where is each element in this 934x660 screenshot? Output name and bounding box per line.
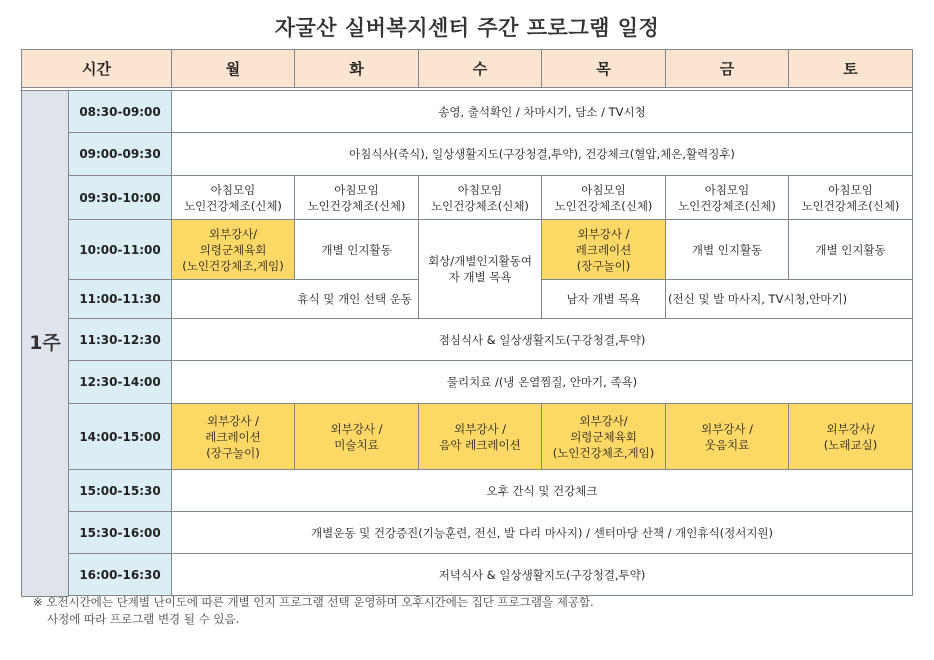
header-time: 시간 <box>22 50 172 88</box>
time-cell: 11:30-12:30 <box>69 319 172 361</box>
table-row <box>22 220 913 280</box>
activity-cell: 외부강사 / 음악 레크레이션 <box>419 404 542 470</box>
table-row <box>22 133 913 176</box>
table-row <box>22 319 913 361</box>
activity-cell: 남자 개별 목욕 <box>542 280 666 319</box>
header-day-tue: 화 <box>295 50 419 88</box>
activity-cell: 오후 간식 및 건강체크 <box>172 470 913 512</box>
time-cell: 15:00-15:30 <box>69 470 172 512</box>
activity-cell: 점심식사 & 일상생활지도(구강청결,투약) <box>172 319 913 361</box>
header-row <box>22 50 913 88</box>
activity-cell: 아침모임 노인건강체조(신체) <box>419 176 542 220</box>
activity-cell: 외부강사/ 의령군체육회 (노인건강체조,게임) <box>542 404 666 470</box>
activity-cell: 외부강사 / 레크레이션 (장구놀이) <box>542 220 666 280</box>
activity-cell: 아침모임 노인건강체조(신체) <box>542 176 666 220</box>
activity-cell: 아침모임 노인건강체조(신체) <box>172 176 295 220</box>
activity-cell: 아침모임 노인건강체조(신체) <box>789 176 913 220</box>
activity-cell: 아침식사(죽식), 일상생활지도(구강청결,투약), 건강체크(혈압,체온,활력징후) <box>172 133 913 176</box>
activity-cell: 개별 인지활동 <box>666 220 789 280</box>
time-cell: 09:30-10:00 <box>69 176 172 220</box>
week-label: 1주 <box>22 91 69 597</box>
table-row <box>22 404 913 470</box>
header-day-wed: 수 <box>419 50 542 88</box>
activity-cell: 외부강사 / 웃음치료 <box>666 404 789 470</box>
time-cell: 09:00-09:30 <box>69 133 172 176</box>
weekly-schedule-table <box>21 49 913 597</box>
activity-cell: 송영, 출석확인 / 차마시기, 담소 / TV시청 <box>172 91 913 133</box>
activity-cell: (전신 및 발 마사지, TV시청,안마기) <box>666 280 913 319</box>
table-row <box>22 554 913 596</box>
header-day-fri: 금 <box>666 50 789 88</box>
activity-cell: 개별 인지활동 <box>789 220 913 280</box>
time-cell: 14:00-15:00 <box>69 404 172 470</box>
activity-cell: 휴식 및 개인 선택 운동 <box>172 280 419 319</box>
header-day-sat: 토 <box>789 50 913 88</box>
time-cell: 08:30-09:00 <box>69 91 172 133</box>
table-row <box>22 91 913 133</box>
activity-cell: 외부강사 / 미술치료 <box>295 404 419 470</box>
activity-cell: 아침모임 노인건강체조(신체) <box>295 176 419 220</box>
time-cell: 10:00-11:00 <box>69 220 172 280</box>
activity-cell: 저녁식사 & 일상생활지도(구강청결,투약) <box>172 554 913 596</box>
table-row <box>22 512 913 554</box>
time-cell: 11:00-11:30 <box>69 280 172 319</box>
activity-cell: 물리치료 /(냉 온열찜질, 안마기, 족욕) <box>172 361 913 404</box>
activity-cell: 외부강사 / 레크레이션 (장구놀이) <box>172 404 295 470</box>
table-row <box>22 176 913 220</box>
time-cell: 12:30-14:00 <box>69 361 172 404</box>
footnote <box>33 594 594 628</box>
header-day-thu: 목 <box>542 50 666 88</box>
activity-cell: 외부강사/ 의령군체육회 (노인건강체조,게임) <box>172 220 295 280</box>
time-cell: 16:00-16:30 <box>69 554 172 596</box>
table-row <box>22 361 913 404</box>
footnote-line-1: ※ 오전시간에는 단계별 난이도에 따른 개별 인지 프로그램 선택 운영하며 오후시간에는 집단 프로그램을 제공함. <box>33 595 594 609</box>
activity-cell: 외부강사/ (노래교실) <box>789 404 913 470</box>
page-title: 자굴산 실버복지센터 주간 프로그램 일정 <box>274 16 660 40</box>
time-cell: 15:30-16:00 <box>69 512 172 554</box>
activity-cell: 아침모임 노인건강체조(신체) <box>666 176 789 220</box>
footnote-line-2: 사정에 따라 프로그램 변경 될 수 있음. <box>47 612 240 626</box>
activity-cell: 회상/개별인지활동여 자 개별 목욕 <box>419 220 542 319</box>
header-day-mon: 월 <box>172 50 295 88</box>
activity-cell: 개별 인지활동 <box>295 220 419 280</box>
activity-cell: 개별운동 및 건강증진(기능훈련, 전신, 발 다리 마사지) / 센터마당 산책 / 개인휴식(정서지원) <box>172 512 913 554</box>
table-row <box>22 470 913 512</box>
